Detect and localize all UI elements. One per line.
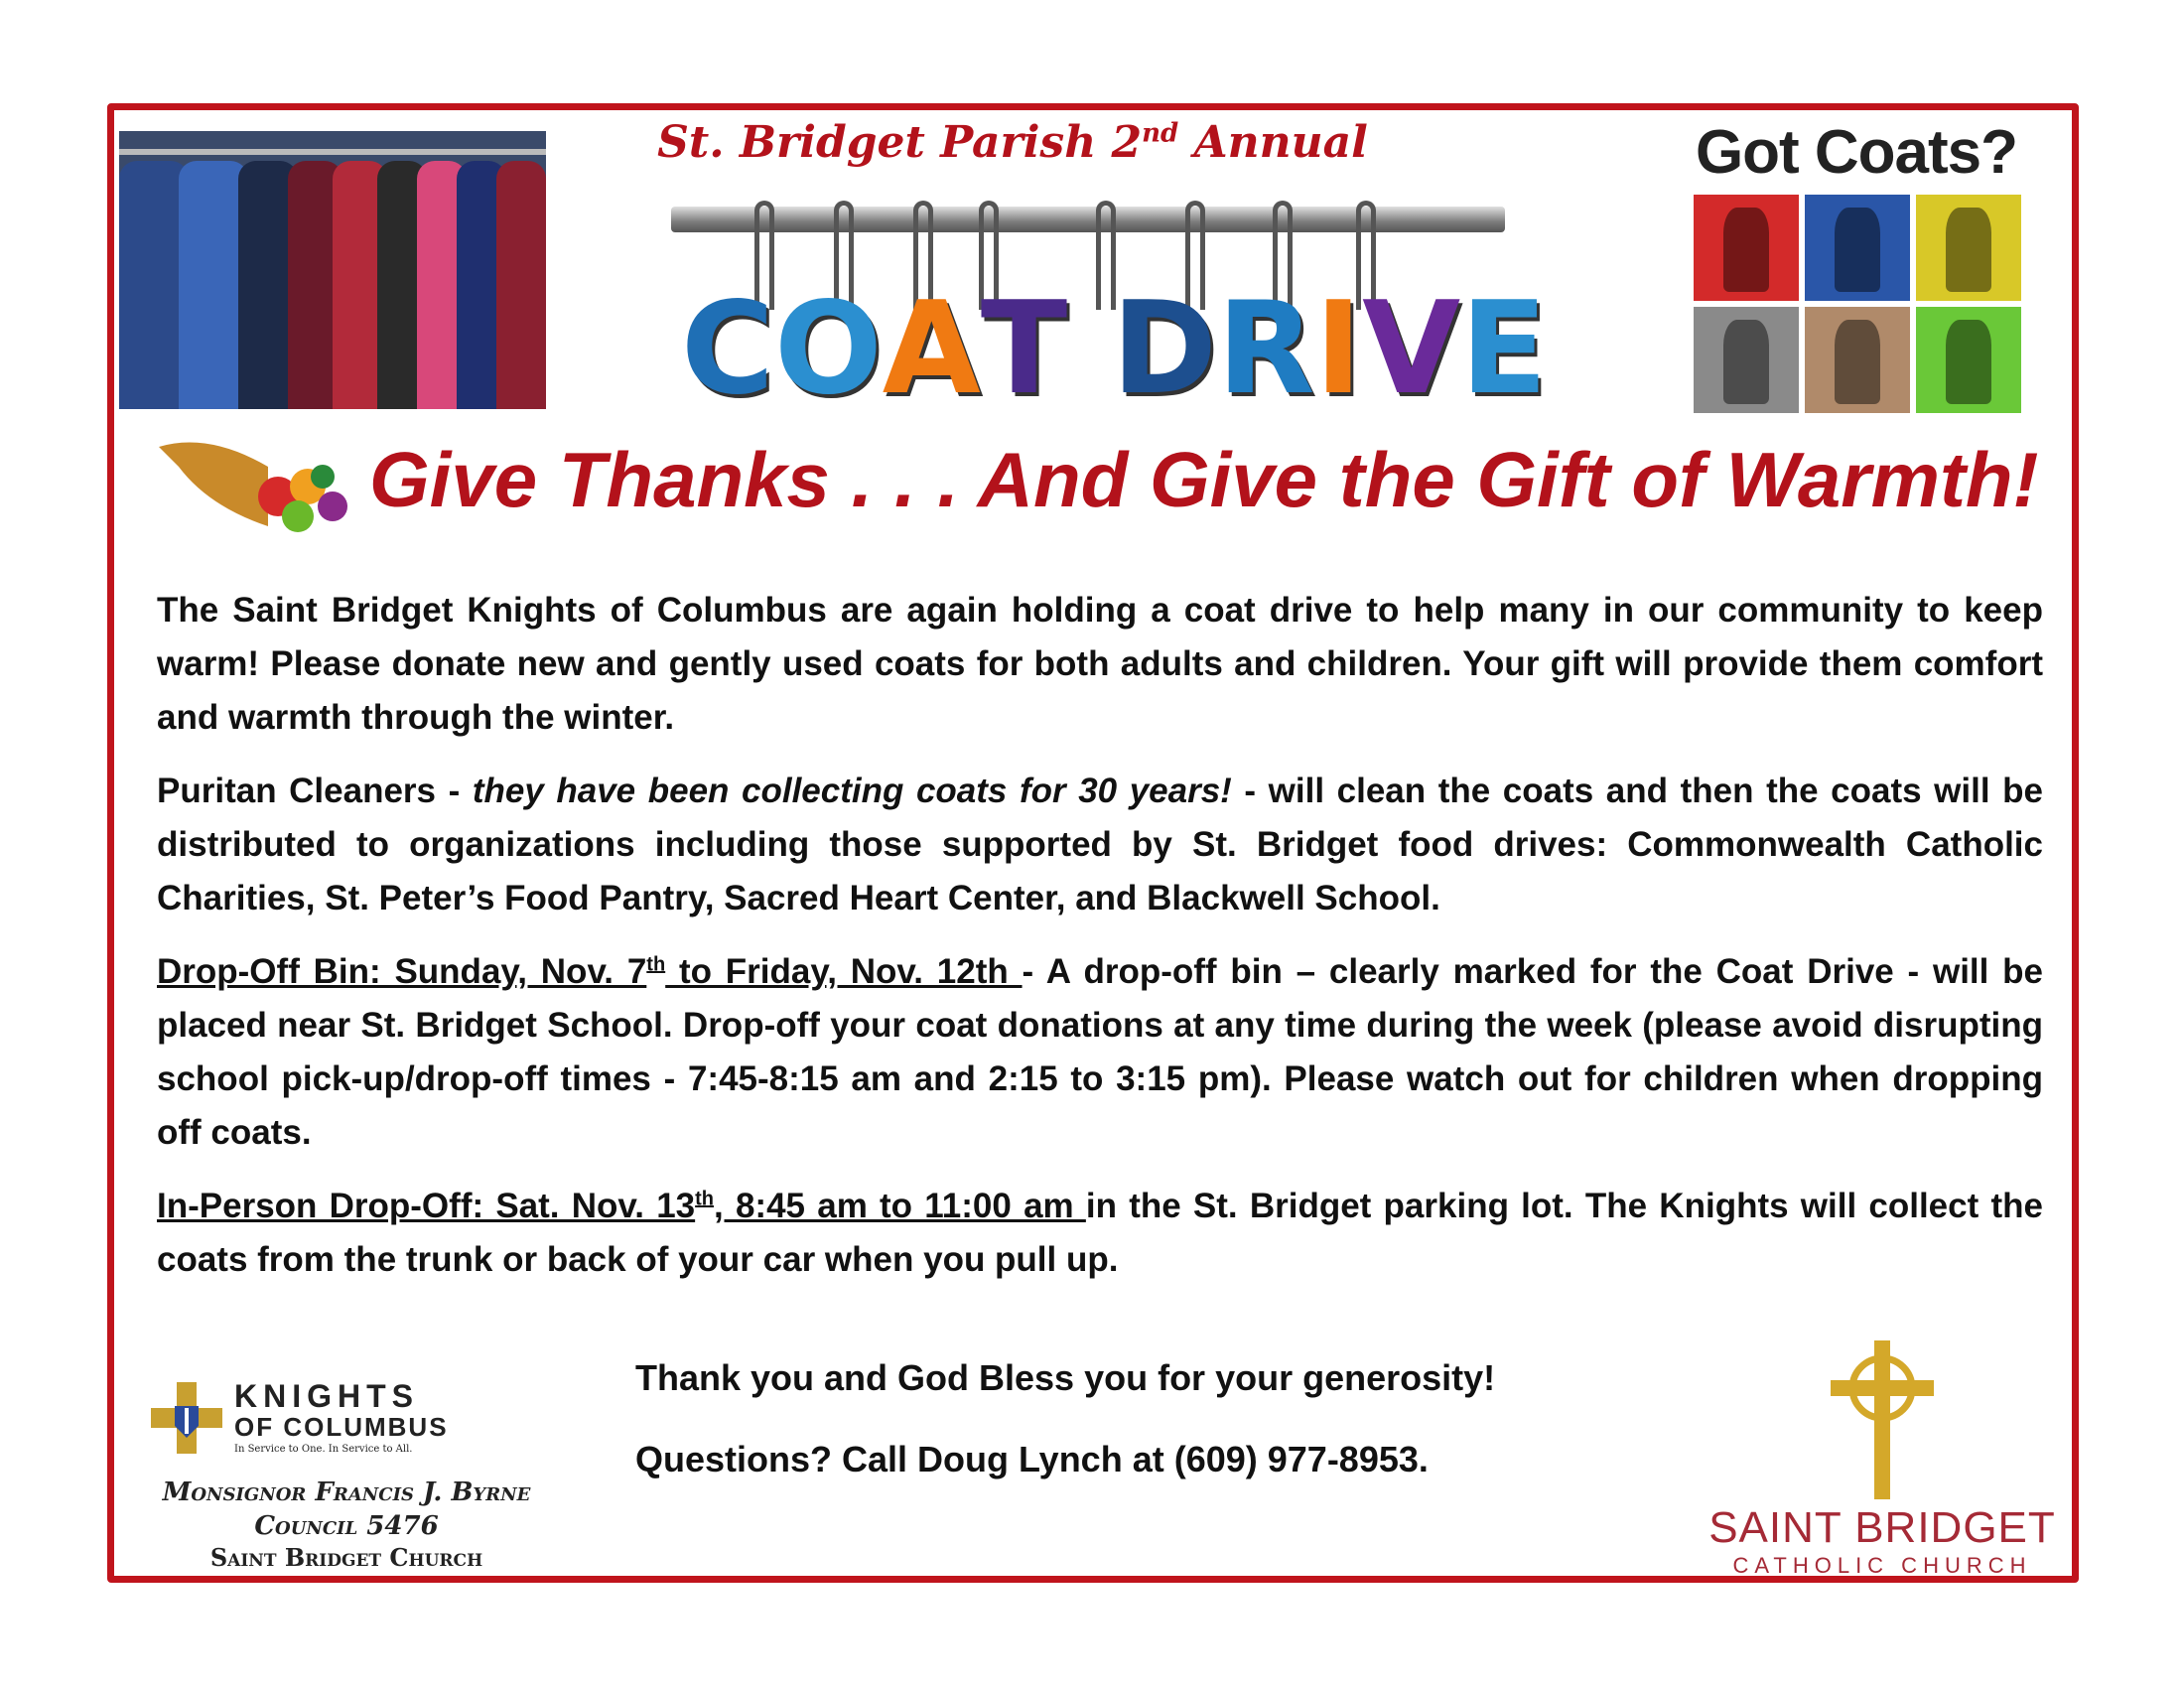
knights-of-columbus-logo: KNIGHTS OF COLUMBUS In Service to One. In Service to All. Monsignor Francis J. Byrne Council 5476 Saint Bridget Church bbox=[137, 1378, 556, 1573]
coat-drive-letter: O bbox=[773, 275, 883, 423]
coat-photo-tile bbox=[1916, 307, 2021, 413]
hanger-bar bbox=[671, 207, 1505, 232]
got-coats-title: Got Coats? bbox=[1695, 118, 2018, 187]
headline: Give Thanks . . . And Give the Gift of Warmth! bbox=[369, 436, 2039, 523]
coat-drive-letter: C bbox=[681, 275, 774, 423]
coat-photo-tile bbox=[1916, 195, 2021, 301]
kofc-emblem-icon bbox=[147, 1378, 226, 1458]
saint-bridget-church-logo: SAINT BRIDGET CATHOLIC CHURCH bbox=[1694, 1340, 2071, 1575]
coat-drive-letter: A bbox=[882, 275, 981, 423]
celtic-cross-icon bbox=[1823, 1340, 1942, 1499]
questions-line: Questions? Call Doug Lynch at (609) 977-8953. bbox=[635, 1439, 1429, 1479]
coat-drive-letter bbox=[1067, 286, 1112, 413]
coat-drive-letter: E bbox=[1460, 275, 1548, 423]
body-text bbox=[157, 584, 2043, 1307]
paragraph-puritan: Puritan Cleaners - they have been collecting coats for 30 years! - will clean the coats and then the coats will be distributed to organizations including those supported by St. Bridget food drives: Commonwealth Catholic Charities, St. Peter’s Food Pantry, Sacred Heart Center, and Blackwell School. bbox=[157, 772, 2043, 917]
cornucopia-icon bbox=[149, 427, 353, 538]
coat-photo-tile bbox=[1694, 195, 1799, 301]
coat-drive-logo bbox=[671, 187, 1548, 425]
coat-drive-letter: V bbox=[1362, 275, 1461, 423]
paragraph-in-person: In-Person Drop-Off: Sat. Nov. 13th, 8:45 am to 11:00 am in the St. Bridget parking lot. The Knights will collect the coats from the trunk or back of your car when you pull up. bbox=[157, 1187, 2043, 1279]
thank-you-line: Thank you and God Bless you for your generosity! bbox=[635, 1357, 1496, 1398]
coat-drive-letter: T bbox=[980, 275, 1068, 423]
coat-drive-letter: D bbox=[1111, 275, 1217, 423]
coat-photo-tile bbox=[1805, 307, 1910, 413]
closing-text bbox=[635, 1356, 1628, 1519]
coat-photo-grid bbox=[1694, 195, 2021, 413]
coat-rack-photo bbox=[119, 131, 546, 409]
paragraph-drop-off-bin: Drop-Off Bin: Sunday, Nov. 7th to Friday, Nov. 12th - A drop-off bin – clearly marked for the Coat Drive - will be placed near St. Bridget School. Drop-off your coat donations at any time during the week (please avoid disrupting school pick-up/drop-off times - 7:45-8:15 am and 2:15 to 3:15 pm). Please watch out for children when dropping off coats. bbox=[157, 952, 2044, 1152]
coat-drive-letter: I bbox=[1314, 275, 1363, 423]
annual-title: St. Bridget Parish 2nd Annual bbox=[657, 117, 1368, 168]
coat-drive-letter: R bbox=[1216, 275, 1315, 423]
coat-photo-tile bbox=[1805, 195, 1910, 301]
paragraph-intro: The Saint Bridget Knights of Columbus are again holding a coat drive to help many in our community to keep warm! Please donate new and gently used coats for both adults and children. Your gift will provide them comfort and warmth through the winter. bbox=[157, 591, 2043, 737]
coat-drive-letters bbox=[681, 275, 1548, 423]
coat-photo-tile bbox=[1694, 307, 1799, 413]
